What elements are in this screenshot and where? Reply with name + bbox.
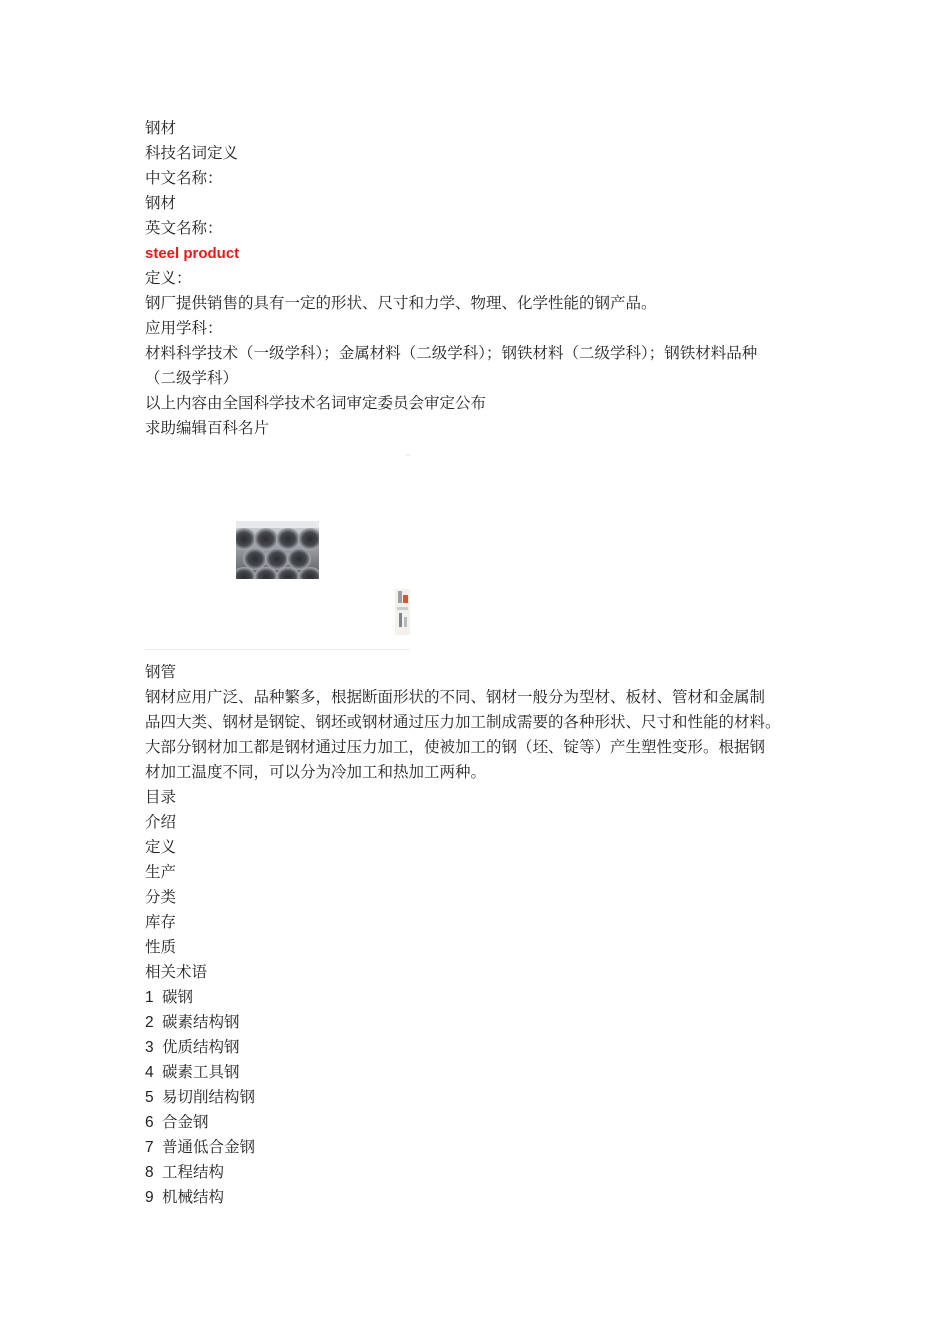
- toc-number: 4: [145, 1064, 154, 1081]
- en-name-label: 英文名称：: [145, 219, 223, 237]
- toc-numbered-item[interactable]: [145, 1035, 815, 1060]
- toc-number: 3: [145, 1039, 154, 1056]
- toc-label: 合金钢: [162, 1113, 209, 1131]
- toc-numbered-item[interactable]: [145, 1085, 815, 1110]
- toc-number: 2: [145, 1014, 154, 1031]
- toc-label: 碳素工具钢: [162, 1063, 240, 1081]
- figure-divider-mark: [406, 454, 410, 456]
- subject-line-2: （二级学科）: [145, 369, 239, 387]
- toc-item-production[interactable]: 生产: [145, 863, 177, 881]
- toc-label: 机械结构: [162, 1188, 225, 1206]
- toc-label: 易切削结构钢: [162, 1088, 256, 1106]
- document-page: [145, 116, 815, 1210]
- toc-numbered-item[interactable]: [145, 1110, 815, 1135]
- toc-item-definition[interactable]: 定义: [145, 838, 177, 856]
- toc-number: 8: [145, 1164, 154, 1181]
- toc-number: 7: [145, 1139, 154, 1156]
- page-title: 钢材: [145, 119, 177, 137]
- toc-item-related-terms[interactable]: 相关术语: [145, 963, 208, 981]
- toc-item-properties[interactable]: 性质: [145, 938, 177, 956]
- toc-numbered-item[interactable]: [145, 1135, 815, 1160]
- subject-label: 应用学科：: [145, 319, 223, 337]
- toc-item-inventory[interactable]: 库存: [145, 913, 177, 931]
- steel-pipes-image[interactable]: [236, 521, 319, 579]
- cn-name-label: 中文名称：: [145, 169, 223, 187]
- toc-number: 6: [145, 1114, 154, 1131]
- cn-name-value: 钢材: [145, 194, 177, 212]
- toc-numbered-item[interactable]: [145, 1185, 815, 1210]
- publisher-note: 以上内容由全国科学技术名词审定委员会审定公布: [145, 394, 487, 412]
- toc-label: 碳素结构钢: [162, 1013, 240, 1031]
- toc-number: 1: [145, 989, 154, 1006]
- toc-numbered-item[interactable]: [145, 1060, 815, 1085]
- toc-numbered-item[interactable]: [145, 985, 815, 1010]
- figure-block: [145, 454, 410, 654]
- toc-item-intro[interactable]: 介绍: [145, 813, 177, 831]
- intro-line: 材加工温度不同，可以分为冷加工和热加工两种。: [145, 763, 487, 781]
- definition-text: 钢厂提供销售的具有一定的形状、尺寸和力学、物理、化学性能的钢产品。: [145, 294, 657, 312]
- toc-numbered-item[interactable]: [145, 1160, 815, 1185]
- toc-heading: 目录: [145, 788, 177, 806]
- side-thumbnail-image[interactable]: [395, 589, 410, 635]
- intro-line: 钢材应用广泛、品种繁多，根据断面形状的不同、钢材一般分为型材、板材、管材和金属制: [145, 688, 766, 706]
- edit-card-link[interactable]: 求助编辑百科名片: [145, 419, 270, 437]
- toc-numbered-item[interactable]: [145, 1010, 815, 1035]
- toc-label: 优质结构钢: [162, 1038, 240, 1056]
- intro-line: 大部分钢材加工都是钢材通过压力加工，使被加工的钢（坯、锭等）产生塑性变形。根据钢: [145, 738, 766, 756]
- intro-line: 品四大类、钢材是钢锭、钢坯或钢材通过压力加工制成需要的各种形状、尺寸和性能的材料。: [145, 713, 781, 731]
- toc-label: 普通低合金钢: [162, 1138, 256, 1156]
- toc-item-classification[interactable]: 分类: [145, 888, 177, 906]
- figure-bottom-divider: [145, 649, 410, 650]
- toc-label: 工程结构: [162, 1163, 225, 1181]
- intro-paragraph: [145, 685, 815, 785]
- toc-number: 5: [145, 1089, 154, 1106]
- toc-number: 9: [145, 1189, 154, 1206]
- toc-label: 碳钢: [162, 988, 194, 1006]
- subject-line-1: 材料科学技术（一级学科）；金属材料（二级学科）；钢铁材料（二级学科）；钢铁材料品种: [145, 344, 758, 362]
- definition-heading: 科技名词定义: [145, 144, 239, 162]
- en-name-value: steel product: [145, 245, 240, 262]
- figure-caption: 钢管: [145, 663, 177, 681]
- definition-label: 定义：: [145, 269, 192, 287]
